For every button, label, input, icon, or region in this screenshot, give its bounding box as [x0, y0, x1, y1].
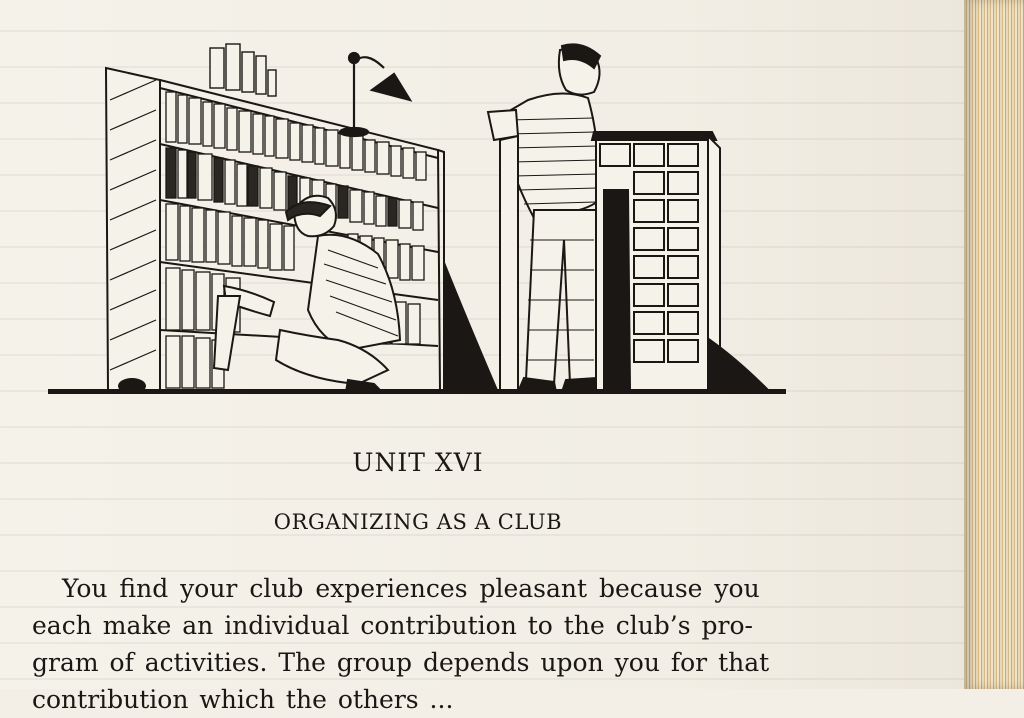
body-text-line: gram of activities. The group depends upon you for that [32, 648, 770, 677]
unit-heading: UNIT XVI [352, 448, 484, 477]
body-text-line: each make an individual contribution to the club’s pro- [32, 611, 753, 640]
books-on-top [210, 44, 276, 96]
library-illustration [48, 40, 788, 400]
page-edges [964, 0, 1024, 689]
body-text-line: contribution which the others ... [32, 685, 454, 714]
lamp [340, 53, 410, 136]
body-text-line: You find your club experiences pleasant because you [62, 574, 760, 603]
chapter-title: ORGANIZING AS A CLUB [273, 510, 563, 534]
